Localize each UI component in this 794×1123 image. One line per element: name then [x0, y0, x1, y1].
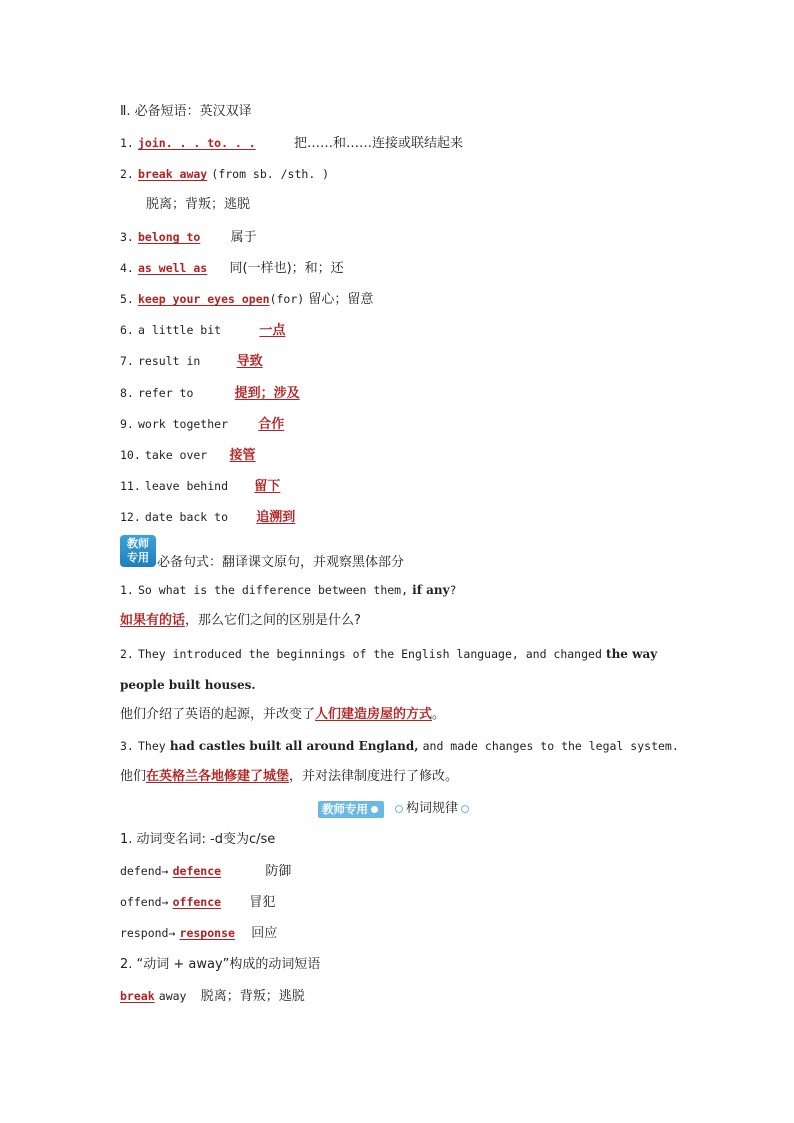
phrase-item-9: 9. work together 合作 [120, 417, 285, 432]
answer-text: response [179, 926, 235, 940]
answer-text: as well as [138, 261, 208, 275]
sentence-3-english: 3. They had castles built all around England, and made changes to the legal system. [120, 739, 679, 753]
phrase-item-8: 8. refer to 提到；涉及 [120, 386, 300, 401]
answer-text: 如果有的话 [120, 613, 186, 628]
phrase-item-12: 12. date back to 追溯到 [120, 510, 296, 525]
sentence-2-english-cont: people built houses. [120, 678, 256, 692]
dot-icon [371, 806, 378, 813]
ring-icon [461, 805, 469, 813]
phrase-item-1: 1. join. . . to. . . 把……和……连接或联结起来 [120, 136, 463, 151]
answer-text: 在英格兰各地修建了城堡 [146, 769, 290, 784]
answer-text: keep your eyes open [138, 292, 270, 306]
sentence-2-english: 2. They introduced the beginnings of the English language, and changed the way [120, 647, 658, 661]
answer-text: defence [172, 864, 222, 878]
phrase-item-5: 5. keep your eyes open(for) 留心；留意 [120, 292, 374, 307]
answer-text: join. . . to. . . [138, 136, 256, 150]
answer-text: 人们建造房屋的方式 [315, 707, 433, 722]
phrase-item-7: 7. result in 导致 [120, 354, 263, 369]
answer-text: 导致 [236, 354, 263, 369]
teacher-only-banner: 教师专用 [318, 801, 384, 818]
word-row-2: offend→ offence 冒犯 [120, 895, 276, 910]
answer-text: offence [172, 895, 222, 909]
answer-text: break [120, 989, 155, 1003]
section-heading-phrases: Ⅱ. 必备短语：英汉双译 [120, 104, 252, 119]
answer-text: 提到；涉及 [234, 386, 300, 401]
phrase-item-10: 10. take over 接管 [120, 448, 256, 463]
word-row-1: defend→ defence 防御 [120, 864, 292, 879]
answer-text: 追溯到 [256, 510, 296, 525]
sentence-1-translation: 如果有的话，那么它们之间的区别是什么? [120, 613, 361, 628]
sentence-1-english: 1. So what is the difference between them, if any? [120, 583, 457, 597]
phrase-item-3: 3. belong to 属于 [120, 230, 257, 245]
teacher-only-badge: 教师 专用 [120, 535, 156, 567]
answer-text: break away [138, 167, 208, 181]
section-heading-sentences: 必备句式：翻译课文原句，并观察黑体部分 [157, 555, 405, 570]
word-row-3: respond→ response 回应 [120, 926, 278, 941]
phrase-item-2: 2. break away (from sb. /sth. ) [120, 167, 330, 181]
phrase-item-4: 4. as well as 同(一样也)；和；还 [120, 261, 344, 276]
rule-2-example: break away 脱离；背叛；逃脱 [120, 989, 305, 1004]
rule-1-heading: 1. 动词变名词: -d变为c/se [120, 832, 276, 847]
sentence-3-translation: 他们在英格兰各地修建了城堡，并对法律制度进行了修改。 [120, 769, 459, 784]
phrase-item-6: 6. a little bit 一点 [120, 323, 286, 338]
answer-text: belong to [138, 230, 201, 244]
answer-text: 接管 [229, 448, 256, 463]
ring-icon [395, 805, 403, 813]
sentence-2-translation: 他们介绍了英语的起源，并改变了人们建造房屋的方式。 [120, 707, 446, 722]
answer-text: 留下 [254, 479, 281, 494]
phrase-item-11: 11. leave behind 留下 [120, 479, 281, 494]
section-heading-word-formation: 构词规律 [392, 800, 472, 818]
answer-text: 合作 [258, 417, 285, 432]
rule-2-heading: 2. “动词 + away”构成的动词短语 [120, 957, 321, 972]
answer-text: 一点 [259, 323, 286, 338]
phrase-item-2-meaning: 脱离；背叛；逃脱 [146, 197, 251, 212]
